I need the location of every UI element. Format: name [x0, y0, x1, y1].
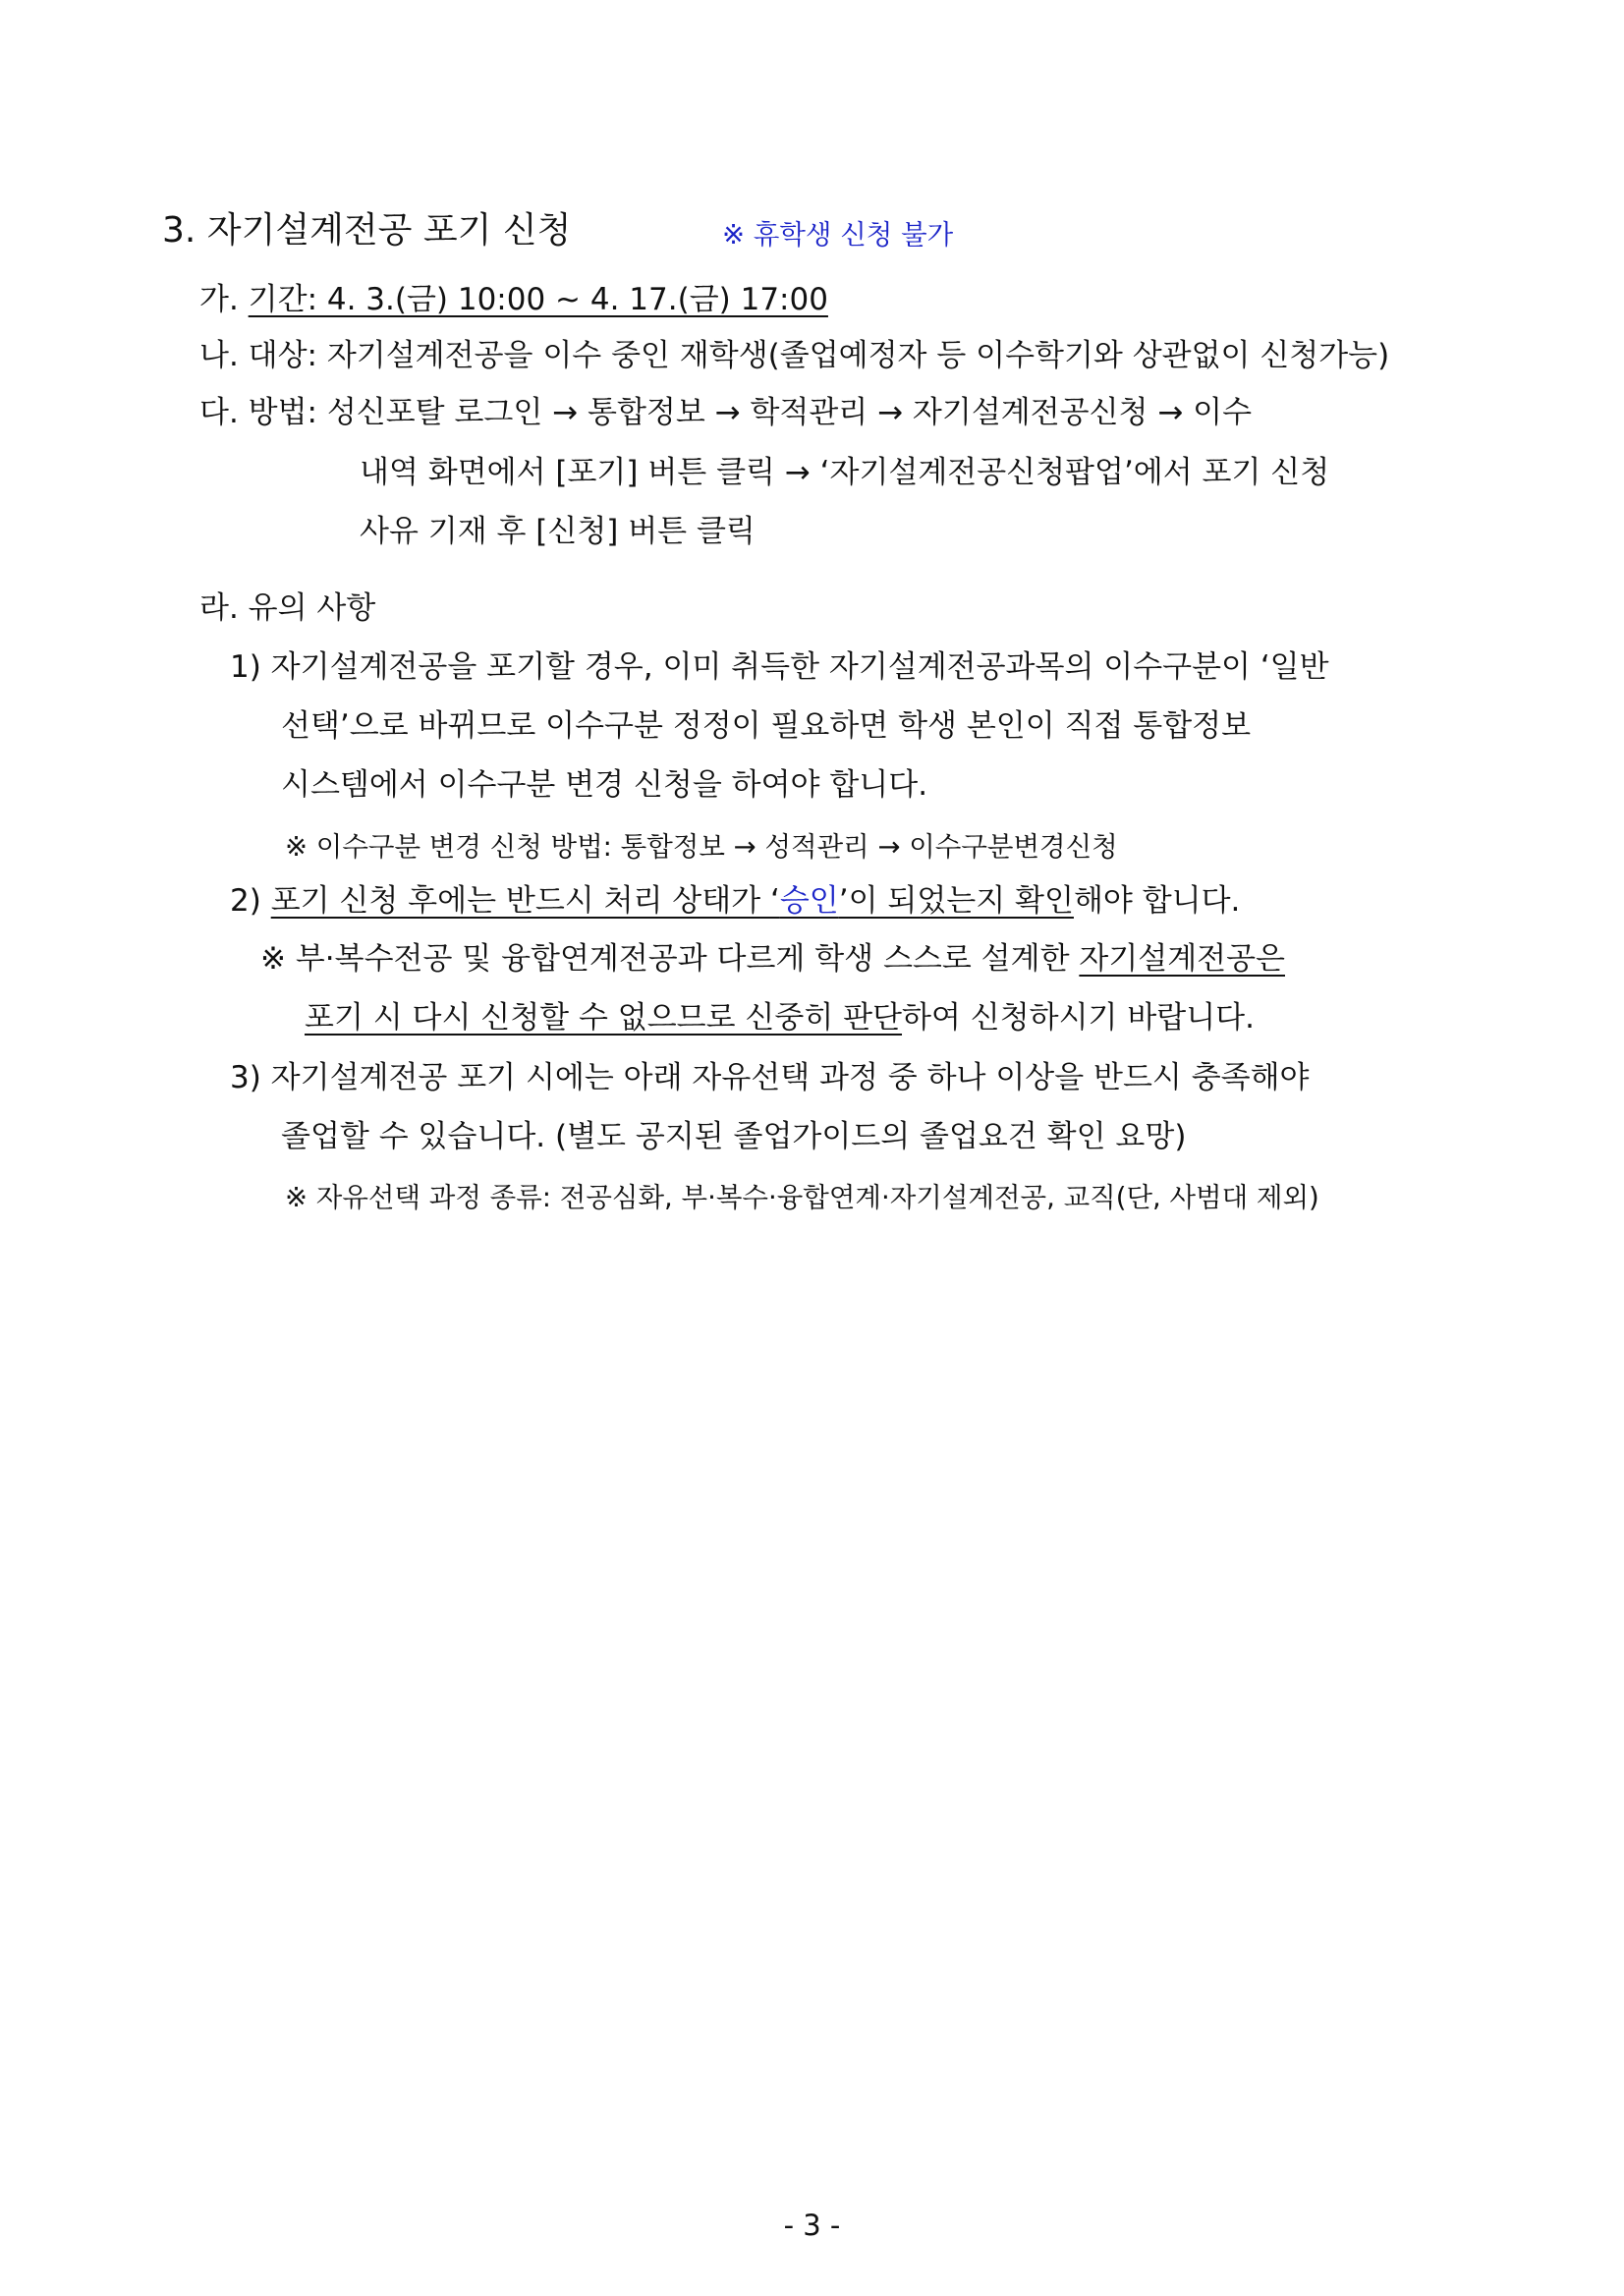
caution-1-line-2: 선택’으로 바뀌므로 이수구분 정정이 필요하면 학생 본인이 직접 통합정보: [281, 708, 1252, 744]
caution-1-line-1: 1) 자기설계전공을 포기할 경우, 이미 취득한 자기설계전공과목의 이수구분이 ‘일반: [230, 649, 1329, 685]
caution-3-line-2: 졸업할 수 있습니다. (별도 공지된 졸업가이드의 졸업요건 확인 요망): [281, 1119, 1187, 1154]
method-line-3: 사유 기재 후 [신청] 버튼 클릭: [360, 514, 756, 549]
section-title: 3. 자기설계전공 포기 신청: [162, 210, 572, 251]
method-text-1: 다. 방법: 성신포탈 로그인 → 통합정보 → 학적관리 → 자기설계전공신청 → 이수: [199, 395, 1253, 430]
caution-2-line: [230, 882, 1240, 921]
period-text: 기간: 4. 3.(금) 10:00 ~ 4. 17.(금) 17:00: [248, 282, 828, 317]
cautions-heading: 라. 유의 사항: [199, 590, 376, 626]
method-line-2: 내역 화면에서 [포기] 버튼 클릭 → ‘자기설계전공신청팝업’에서 포기 신청: [360, 455, 1330, 490]
caution-2-text-c: 해야 합니다.: [1073, 883, 1241, 919]
caution-1-line-3: 시스템에서 이수구분 변경 신청을 하여야 합니다.: [281, 767, 928, 803]
caution-2-text-a: 포기 신청 후에는 반드시 처리 상태가 ‘: [270, 883, 780, 919]
caution-2-number: 2): [230, 883, 261, 919]
page-number: - 3 -: [783, 2209, 841, 2242]
target-line: 나. 대상: 자기설계전공을 이수 중인 재학생(졸업예정자 등 이수학기와 상관없이 신청가능): [199, 338, 1390, 373]
caution-3-note: ※ 자유선택 과정 종류: 전공심화, 부·복수·융합연계·자기설계전공, 교직(단, 사범대 제외): [285, 1182, 1319, 1213]
period-line: [199, 281, 828, 319]
caution-2-note-line-2: [305, 999, 1255, 1037]
caution-3-line-1: 3) 자기설계전공 포기 시에는 아래 자유선택 과정 중 하나 이상을 반드시 충족해야: [230, 1060, 1310, 1095]
caution-2-note-underlined: 자기설계전공은: [1079, 941, 1285, 977]
caution-2-note-text-2: 하여 신청하시기 바랍니다.: [902, 1000, 1255, 1036]
caution-2-underlined: [271, 883, 1074, 919]
approved-status: 승인: [779, 883, 839, 919]
section-title-note: ※ 휴학생 신청 불가: [722, 219, 954, 251]
method-line-1: [199, 394, 1479, 432]
caution-2-note-underlined-2: 포기 시 다시 신청할 수 없으므로 신중히 판단: [305, 1000, 903, 1036]
caution-2-note-text: ※ 부·복수전공 및 융합연계전공과 다르게 학생 스스로 설계한: [260, 941, 1080, 977]
period-label: 가.: [199, 282, 239, 317]
caution-2-text-b: ’이 되었는지 확인: [838, 883, 1074, 919]
caution-2-note-line-1: [260, 940, 1285, 979]
caution-1-note: ※ 이수구분 변경 신청 방법: 통합정보 → 성적관리 → 이수구분변경신청: [285, 831, 1118, 863]
